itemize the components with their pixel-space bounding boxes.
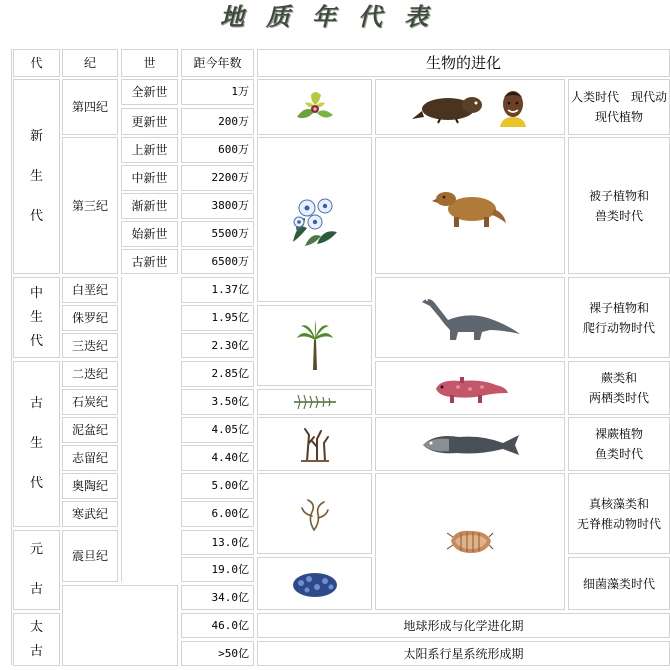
header-evolution: 生物的进化 [257, 49, 670, 77]
time-cell: 3.50亿 [181, 389, 254, 415]
epoch-eocene: 始新世 [121, 221, 178, 247]
time-cell: 2200万 [181, 165, 254, 191]
animal-cell-dinosaur [375, 277, 565, 358]
psilophyte-icon [297, 425, 333, 463]
period-triassic: 三迭纪 [62, 333, 118, 358]
epoch-pliocene: 上新世 [121, 137, 178, 163]
epoch-holocene: 全新世 [121, 79, 178, 105]
mammal-icon [432, 183, 508, 229]
period-cambrian: 寒武纪 [62, 501, 118, 527]
time-cell: 6.00亿 [181, 501, 254, 527]
era-paleozoic: 古 生 代 [13, 361, 60, 527]
epoch-miocene: 中新世 [121, 165, 178, 191]
desc-angiosperm-era: 被子植物和 兽类时代 [568, 137, 670, 274]
header-time: 距今年数 [181, 49, 254, 77]
time-cell: >50亿 [181, 641, 254, 666]
desc-bacteria-era: 细菌藻类时代 [568, 557, 670, 610]
orchid-flower-icon [291, 87, 339, 127]
time-cell: 200万 [181, 108, 254, 135]
header-epoch: 世 [121, 49, 178, 77]
plant-cell-seaweed [257, 473, 372, 554]
plant-cell-flowers [257, 137, 372, 302]
animal-cell-fish [375, 417, 565, 471]
period-tertiary: 第三纪 [62, 137, 118, 274]
time-cell: 5500万 [181, 221, 254, 247]
time-cell: 6500万 [181, 249, 254, 274]
period-ordovician: 奥陶纪 [62, 473, 118, 499]
period-quaternary: 第四纪 [62, 79, 118, 135]
blank-precambrian-block [62, 585, 178, 666]
time-cell: 13.0亿 [181, 530, 254, 555]
era-proterozoic: 元 古 [13, 530, 60, 610]
era-archean: 太 古 [13, 613, 60, 666]
time-cell: 4.40亿 [181, 445, 254, 471]
era-mesozoic: 中 生 代 [13, 277, 60, 358]
time-cell: 3800万 [181, 193, 254, 219]
epoch-column-line [121, 277, 122, 582]
amphibian-icon [430, 371, 510, 405]
time-cell: 19.0亿 [181, 557, 254, 582]
time-cell: 46.0亿 [181, 613, 254, 638]
palm-tree-icon [295, 320, 335, 372]
time-cell: 1万 [181, 79, 254, 105]
period-permian: 二迭纪 [62, 361, 118, 387]
seaweed-icon [298, 496, 332, 532]
human-face-icon [496, 87, 530, 127]
desc-solar-formation: 太阳系行星系统形成期 [257, 641, 670, 666]
animal-cell-trilobite [375, 473, 565, 610]
armored-fish-icon [419, 429, 521, 459]
plant-cell-palm [257, 305, 372, 386]
plant-cell-psilophyte [257, 417, 372, 471]
beaver-icon [410, 89, 486, 125]
plant-cell-algae [257, 557, 372, 610]
animal-cell-mammal [375, 137, 565, 274]
header-era: 代 [13, 49, 60, 77]
animal-cell-amphibian [375, 361, 565, 415]
desc-eukaryote-era: 真核藻类和 无脊椎动物时代 [568, 473, 670, 554]
left-edge-line [11, 49, 12, 665]
epoch-pleistocene: 更新世 [121, 108, 178, 135]
time-cell: 34.0亿 [181, 585, 254, 610]
period-carboniferous: 石炭纪 [62, 389, 118, 415]
animal-cell-human [375, 79, 565, 135]
epoch-oligocene: 渐新世 [121, 193, 178, 219]
time-cell: 4.05亿 [181, 417, 254, 443]
time-cell: 1.37亿 [181, 277, 254, 303]
blue-algae-icon [291, 569, 339, 599]
trilobite-icon [445, 525, 495, 559]
desc-human-era: 人类时代 现代动 现代植物 [568, 79, 670, 135]
blue-flowers-icon [287, 192, 343, 248]
time-cell: 1.95亿 [181, 305, 254, 331]
dinosaur-icon [418, 294, 522, 342]
period-jurassic: 侏罗纪 [62, 305, 118, 331]
epoch-paleocene: 古新世 [121, 249, 178, 274]
time-cell: 5.00亿 [181, 473, 254, 499]
era-cenozoic: 新 生 代 [13, 79, 60, 274]
period-devonian: 泥盆纪 [62, 417, 118, 443]
desc-earth-formation: 地球形成与化学进化期 [257, 613, 670, 638]
fern-icon [292, 392, 338, 412]
desc-psilophyte-era: 裸蕨植物 鱼类时代 [568, 417, 670, 471]
period-sinian: 震旦纪 [62, 530, 118, 582]
page-title: 地质年代表 [220, 2, 450, 31]
period-silurian: 志留纪 [62, 445, 118, 471]
plant-cell-fern [257, 389, 372, 415]
desc-fern-era: 蕨类和 两栖类时代 [568, 361, 670, 415]
time-cell: 2.30亿 [181, 333, 254, 358]
time-cell: 600万 [181, 137, 254, 163]
desc-gymnosperm-era: 裸子植物和 爬行动物时代 [568, 277, 670, 358]
header-period: 纪 [62, 49, 118, 77]
period-cretaceous: 白垩纪 [62, 277, 118, 303]
time-cell: 2.85亿 [181, 361, 254, 387]
plant-cell-orchid [257, 79, 372, 135]
